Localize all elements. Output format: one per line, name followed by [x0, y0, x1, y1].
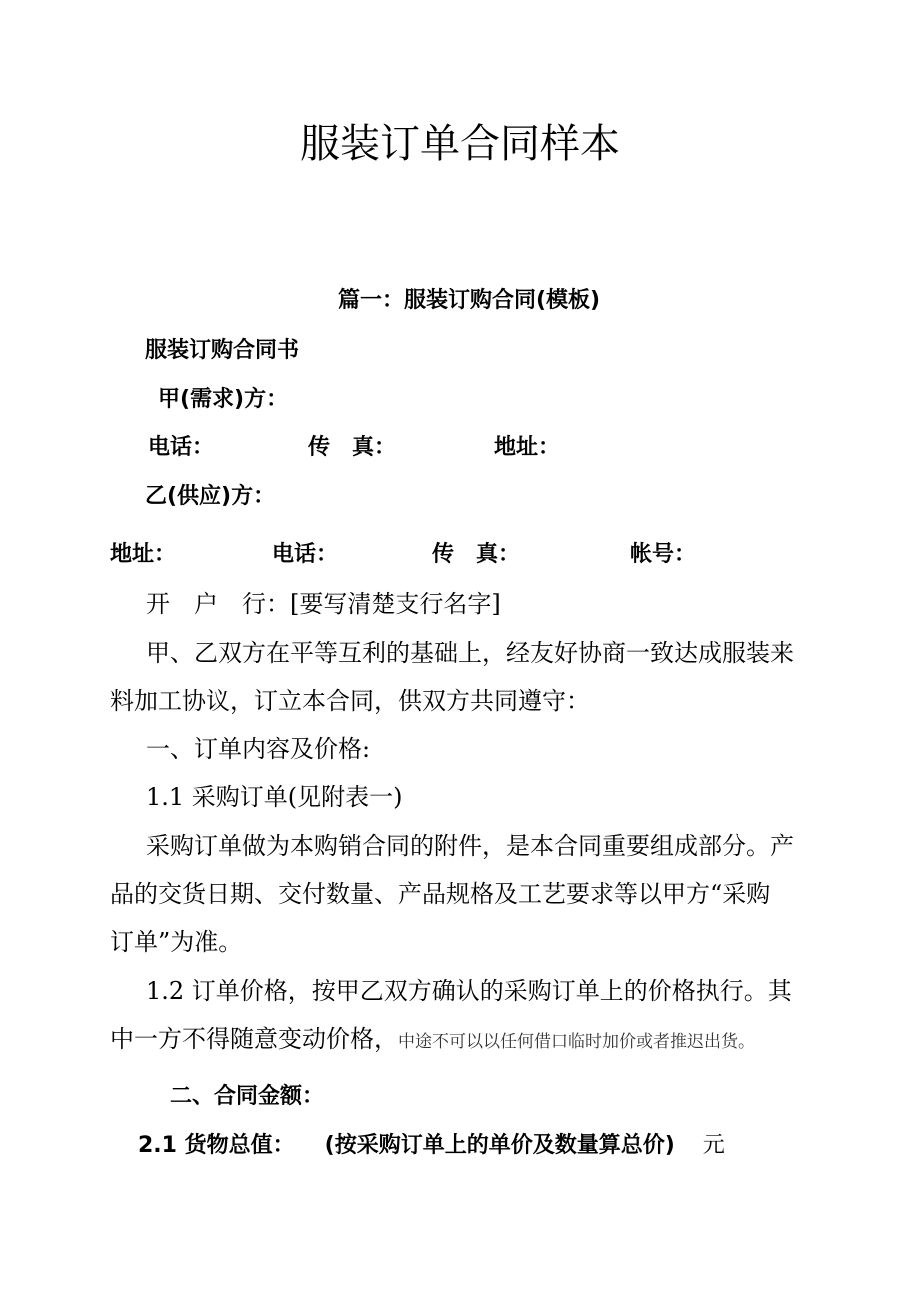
section-subtitle: 篇一：服装订购合同(模板): [337, 288, 601, 313]
item-2-1-unit: 元: [702, 1133, 725, 1158]
item-1-2-line-1: 1.2 订单价格，按甲乙双方确认的采购订单上的价格执行。其: [146, 977, 792, 1005]
item-1-1-desc-line-3: 订单”为准。: [110, 928, 243, 956]
item-2-1-row: [138, 1135, 725, 1157]
item-1-1-desc-line-2: 品的交货日期、交付数量、产品规格及工艺要求等以甲方“采购: [110, 880, 771, 908]
item-1-2-main-text: 中一方不得随意变动价格，: [110, 1025, 398, 1053]
party-b-phone-label: 电话：: [272, 542, 339, 567]
item-1-1-desc-line-1: 采购订单做为本购销合同的附件，是本合同重要组成部分。产: [146, 832, 794, 860]
item-1-2-note: 中途不可以以任何借口临时加价或者推迟出货。: [398, 1032, 755, 1052]
contract-heading: 服装订购合同书: [145, 338, 300, 363]
item-1-2-line-2: [110, 1027, 755, 1051]
item-1-1-heading: 1.1 采购订单(见附表一): [146, 783, 403, 811]
bank-label: 开 户 行：: [146, 590, 290, 618]
party-b-label: 乙(供应)方：: [145, 484, 276, 509]
party-b-fax-label: 传 真：: [432, 542, 521, 567]
section-1-heading: 一、订单内容及价格:: [146, 735, 371, 763]
item-2-1-label: 2.1 货物总值：: [138, 1133, 295, 1158]
intro-line-2: 料加工协议，订立本合同，供双方共同遵守：: [110, 687, 590, 715]
item-2-1-note: (按采购订单上的单价及数量算总价): [324, 1133, 675, 1158]
intro-line-1: 甲、乙双方在平等互利的基础上，经友好协商一致达成服装来: [146, 639, 794, 667]
party-a-fax-label: 传 真：: [308, 435, 397, 460]
party-a-phone-label: 电话：: [148, 435, 215, 460]
party-b-account-label: 帐号：: [630, 542, 697, 567]
bank-row: [146, 592, 501, 616]
party-b-address-label: 地址：: [110, 542, 177, 567]
party-a-label: 甲(需求)方：: [158, 387, 289, 412]
party-a-address-label: 地址：: [494, 435, 561, 460]
bank-value: [要写清楚支行名字]: [290, 590, 501, 618]
document-title: 服装订单合同样本: [300, 121, 620, 167]
section-2-heading: 二、合同金额：: [170, 1084, 325, 1109]
